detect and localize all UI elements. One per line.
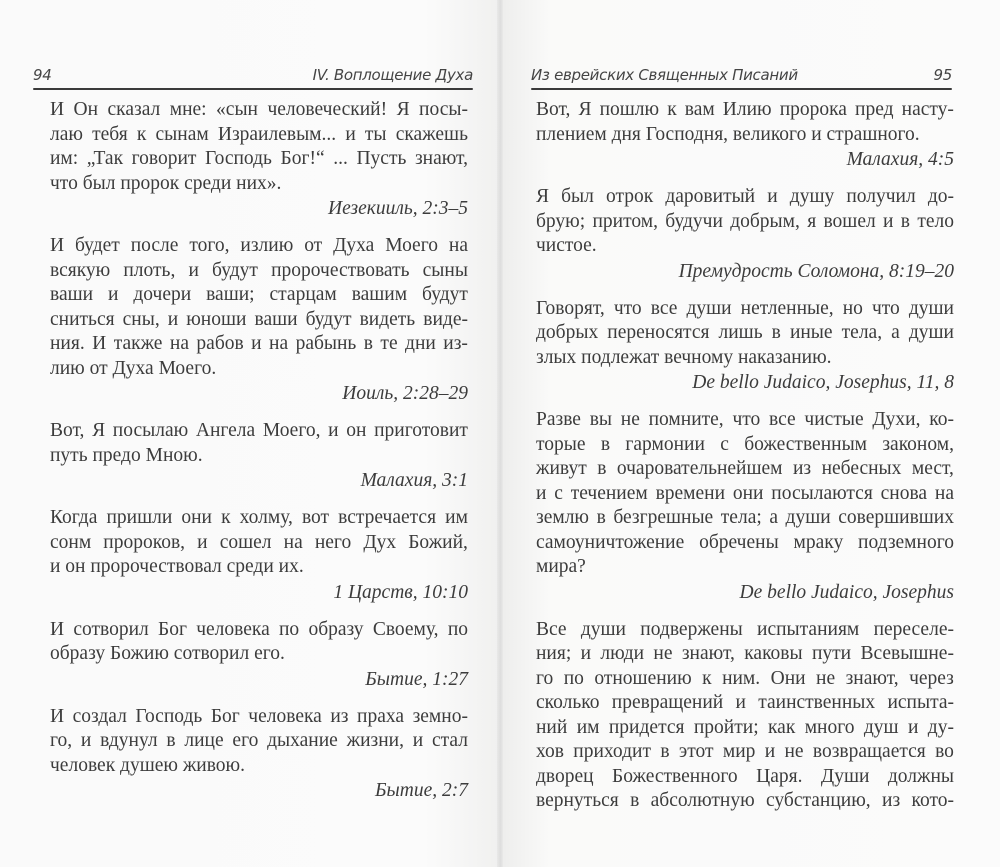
right-page-number: 95 <box>933 66 952 84</box>
quote-line: землю в безгрешные тела; а души совершивших <box>536 507 954 528</box>
quote-block <box>50 618 468 693</box>
quote-line: хов приходит в этот мир и не возвращается во <box>536 741 954 762</box>
quote-source: De bello Judaico, Josephus <box>739 581 954 603</box>
quote-line: торые в гармонии с божественным законом, <box>536 433 954 455</box>
quote-line: Вот, Я пошлю к вам Илию пророка пред насту- <box>536 99 954 120</box>
quote-line: Говорят, что все души нетленные, но что души <box>536 297 954 319</box>
quote-line: брую; притом, будучи добрым, я вошел и в тело <box>536 210 954 232</box>
quote-line: образу Божию сотворил его. <box>50 643 285 664</box>
quote-line: ния. И также на рабов и на рабынь в те дни из- <box>50 333 468 354</box>
quote-line: вернуться в абсолютную субстанцию, из кото- <box>536 790 954 811</box>
header-rule <box>531 88 952 90</box>
quote-source: Малахия, 3:1 <box>360 470 468 491</box>
quote-line: мира? <box>536 556 586 577</box>
quote-line: и с течением времени они посылаются снова на <box>536 482 954 504</box>
quote-line: И сотворил Бог человека по образу Своему, по <box>50 618 468 640</box>
quote-line: самоуничтожение обречены мраку подземного <box>536 531 954 553</box>
quote-line: дворец Божественного Царя. Души должны <box>536 765 954 787</box>
quote-source: Бытие, 2:7 <box>375 780 468 801</box>
quote-line: добрых переносятся лишь в иные тела, а души <box>536 322 954 343</box>
quote-source: Бытие, 1:27 <box>365 668 468 690</box>
quote-block <box>50 98 468 222</box>
quote-line: ния; и люди не знают, каковы пути Всевышне- <box>536 643 954 664</box>
quote-source: De bello Judaico, Josephus, 11, 8 <box>692 372 954 393</box>
quote-line: го, и вдунул в лице его дыхание жизни, и стал <box>50 730 468 751</box>
quote-block <box>536 408 954 606</box>
right-running-header <box>531 64 952 90</box>
quote-source: 1 Царств, 10:10 <box>333 581 468 603</box>
book-gutter-shadow <box>497 0 503 867</box>
quote-source: Малахия, 4:5 <box>846 149 954 170</box>
quote-line: лию от Духа Моего. <box>50 357 217 379</box>
quote-line: всякую плоть, и будут пророчествовать сыны <box>50 259 468 281</box>
quote-source: Иоиль, 2:28–29 <box>342 383 468 404</box>
quote-line: И будет после того, излию от Духа Моего на <box>50 235 468 256</box>
quote-line: И создал Господь Бог человека из праха земно- <box>50 705 468 727</box>
quote-line: ваши и дочери ваши; старцам вашим будут <box>50 284 468 305</box>
quote-line: живут в очаровательнейшем из небесных мест, <box>536 458 954 479</box>
quote-block <box>536 618 954 814</box>
left-page-body <box>50 98 468 816</box>
quote-line: что был пророк среди них». <box>50 172 282 194</box>
right-page <box>500 0 1000 867</box>
quote-line: Вот, Я посылаю Ангела Моего, и он приготовит <box>50 420 468 441</box>
right-page-body <box>536 98 954 826</box>
quote-source: Иезекииль, 2:3–5 <box>328 198 468 219</box>
left-page-number: 94 <box>33 66 52 84</box>
quote-block <box>50 506 468 606</box>
quote-source: Премудрость Соломона, 8:19–20 <box>678 260 954 282</box>
quote-line: Все души подвержены испытаниям переселе- <box>536 618 954 640</box>
header-rule <box>33 88 473 90</box>
quote-line: путь предо Мною. <box>50 444 203 466</box>
quote-line: злых подлежат вечному наказанию. <box>536 346 832 368</box>
quote-block <box>50 419 468 494</box>
quote-block <box>536 297 954 397</box>
quote-line: плением дня Господня, великого и страшного. <box>536 123 920 145</box>
right-running-title: Из еврейских Священных Писаний <box>531 66 798 84</box>
quote-line: и он пророчествовал среди их. <box>50 556 304 577</box>
quote-block <box>536 98 954 173</box>
quote-line: им: „Так говорит Господь Бог!“ ... Пусть знают, <box>50 148 468 169</box>
quote-line: чистое. <box>536 235 597 256</box>
quote-line: сниться сны, и юноши ваши будут видеть виде- <box>50 308 468 330</box>
quote-line: человек душею живою. <box>50 754 245 776</box>
quote-line: сколько превращений и таинственных испыта- <box>536 692 954 713</box>
quote-line: ний им придется пройти; как много душ и ду- <box>536 716 954 738</box>
quote-block <box>50 705 468 805</box>
left-running-title: IV. Воплощение Духа <box>312 66 473 84</box>
quote-line: Разве вы не помните, что все чистые Духи, ко- <box>536 409 954 430</box>
quote-line: го по отношению к ним. Они не знают, через <box>536 667 954 689</box>
quote-block <box>50 234 468 407</box>
quote-line: Я был отрок даровитый и душу получил до- <box>536 186 954 207</box>
quote-line: сонм пророков, и сошел на него Дух Божий, <box>50 531 468 553</box>
quote-line: И Он сказал мне: «сын человеческий! Я посы- <box>50 99 468 120</box>
quote-line: лаю тебя к сынам Израилевым... и ты скажешь <box>50 123 468 145</box>
quote-block <box>536 185 954 285</box>
left-running-header <box>33 64 473 90</box>
quote-line: Когда пришли они к холму, вот встречается им <box>50 507 468 528</box>
